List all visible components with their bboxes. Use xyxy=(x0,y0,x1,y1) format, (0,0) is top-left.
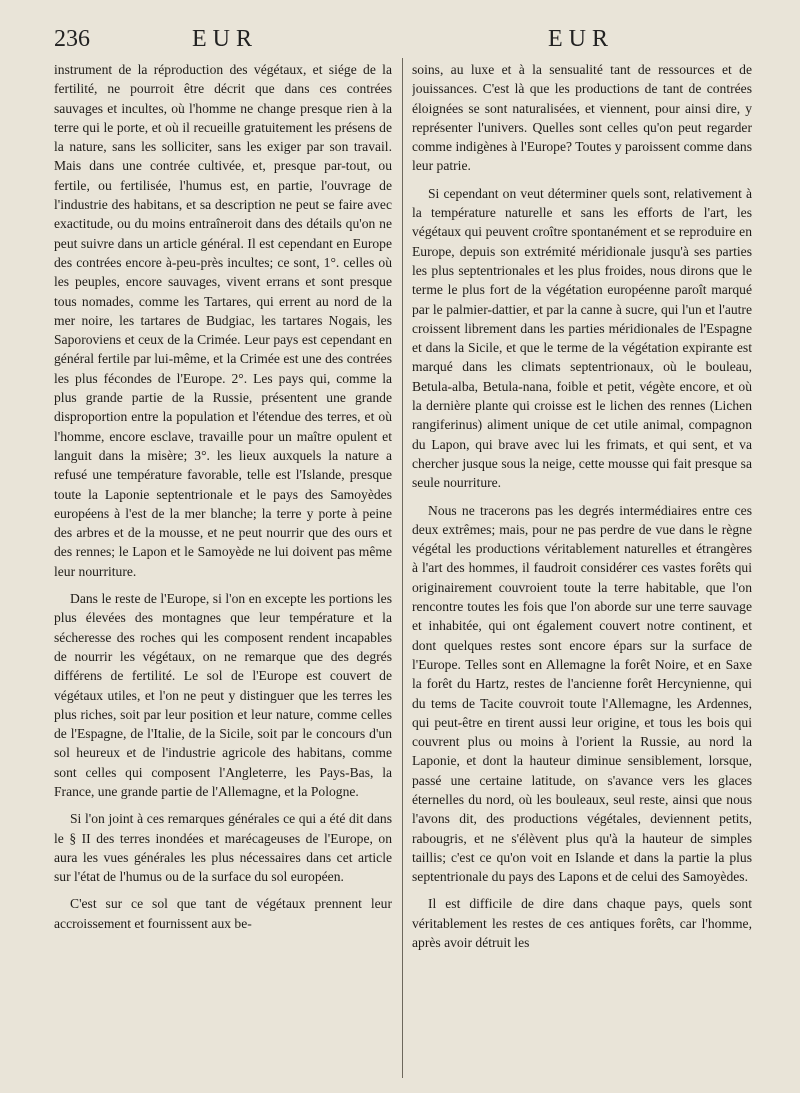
paragraph: Si cependant on veut déterminer quels sont, relativement à la température naturelle et sans les efforts de l'art, les végétaux qui peuvent croître spontanément et se reproduire en Europe, depuis son extrémité méridionale jusqu'à ses parties les plus septentrionales et les plus froides, nous dirons que le terme le plus fort de la végétation européenne paroît marqué par le palmier-dattier, et par la canne à sucre, qui l'un et l'autre croissent librement dans les parties méridionales de l'Espagne et dans la Sicile, et que le terme de la végétation expirante est marqué dans les climats septentrionaux, où le bouleau, Betula-alba, Betula-nana, foible et petit, végète encore, et où la dernière plante qui croisse est le lichen des rennes (Lichen rangiferinus) aliment unique de cet utile animal, compagnon du Lapon, qui brave avec lui les frimats, et qui sent, et va chercher jusque sous la neige, cette mousse qui fait presque sa seule nourriture. xyxy=(412,185,752,491)
running-header xyxy=(0,26,800,56)
paragraph: Dans le reste de l'Europe, si l'on en excepte les portions les plus élevées des montagnes que leur température et la sécheresse des roches qui les composent rendent incapables de nourrir les végétaux, on ne remarque que des degrés différens de fertilité. Le sol de l'Europe est couvert de végétaux utiles, et l'on ne peut y distinguer que les terres les plus riches, soit par leur position et leur nature, comme celles de l'Espagne, de l'Italie, de la Sicile, soit par le concours d'un sol heureux et de l'industrie agricole des habitans, comme sont celles qui composent l'Angleterre, les Pays-Bas, la France, une grande partie de l'Allemagne, et la Pologne. xyxy=(54,591,392,799)
paragraph: instrument de la réproduction des végétaux, et siége de la fertilité, ne pourroit être décrit que dans ces contrées sauvages et incultes, où l'homme ne change presque rien à la terre qui le porte, et où il recueille gratuitement les présens de la nature, sans les solliciter, sans les exiger par son travail. Mais dans une contrée cultivée, et, presque par-tout, ou fertile, ou fertilisée, l'humus est, en partie, l'ouvrage de l'industrie des habitans, et sa description ne peut se faire avec exactitude, ou du moins entraîneroit dans des détails qu'on ne peut suivre dans un article général. Il est cependant en Europe des contrées encore à-peu-près incultes; ce sont, 1°. celles où les peuples, encore sauvages, vivent errans et sont presque tous nomades, comme les Tartares, qui errent au nord de la mer noire, les tartares de Budgiac, les tartares Nogais, les Saporoviens et ceux de la Crimée. Leur pays est cependant en général fertile par lui-même, et la Crimée est une des contrées les plus fécondes de l'Europe. 2°. Les pays qui, comme la plus grande partie de la Russie, présentent une grande disproportion entre la population et l'étendue des terres, et où l'homme, encore esclave, travaille pour un maître opulent et languit dans la misère; 3°. les lieux auxquels la nature a refusé une température favorable, telle est l'Islande, presque toute la Laponie septentrionale et le pays des Samoyèdes européens à l'est de la mer blanche; la terre y porte à peine des arbres et de la mousse, et ne peut nourrir que des ours et des rennes; le Lapon et le Samoyède ne lui doivent pas même leur nourriture. xyxy=(54,62,392,579)
paragraph: Il est difficile de dire dans chaque pays, quels sont véritablement les restes de ces antiques forêts, car l'homme, après avoir détruit les xyxy=(412,896,752,951)
paragraph: C'est sur ce sol que tant de végétaux prennent leur accroissement et fournissent aux be- xyxy=(54,896,392,931)
header-left-word: EUR xyxy=(192,26,258,52)
header-right-word: EUR xyxy=(548,26,614,52)
paragraph: soins, au luxe et à la sensualité tant de ressources et de jouissances. C'est là que les productions de tant de contrées éloignées se sont naturalisées, et viennent, pour ainsi dire, y représenter l'univers. Quelles sont celles qu'on peut regarder comme indigènes à l'Europe? Toutes y paroissent comme dans leur patrie. xyxy=(412,62,752,174)
left-column xyxy=(54,60,392,1080)
page-number: 236 xyxy=(54,26,90,52)
column-divider xyxy=(402,58,403,1078)
paragraph: Si l'on joint à ces remarques générales ce qui a été dit dans le § II des terres inondées et marécageuses de l'Europe, on aura les vues générales les plus nécessaires dans cet article sur l'état de l'humus ou de la surface du sol européen. xyxy=(54,811,392,885)
paragraph: Nous ne tracerons pas les degrés intermédiaires entre ces deux extrêmes; mais, pour ne pas perdre de vue dans le règne végétal les productions véritablement naturelles et étrangères à l'art des hommes, il faudroit considérer ces vastes forêts qui originairement couvroient toute la terre habitable, que l'on rencontre toutes les fois que l'on aborde sur une terre sauvage et inhabitée, qui ont également couvert notre continent, et dont quelques restes sont encore épars sur la surface de l'Europe. Telles sont en Allemagne la forêt Noire, et en Saxe la forêt du Hartz, restes de l'ancienne forêt Hercynienne, qui du tems de Tacite couvroit toute l'Allemagne, les Ardennes, qui peut-être en tirent aussi leur origine, et tous les bois qui couvrent plus ou moins à l'orient la Russie, au nord la Laponie, et dont la hauteur diminue sensiblement, lorsque, passé une certaine latitude, on s'avance vers les glaces éternelles du nord, où les bouleaux, seul reste, ainsi que nous l'avons dit, des productions végétales, deviennent petits, rabougris, et ne s'élèvent plus qu'à la hauteur de simples taillis; c'est ce qu'on voit en Islande et dans la partie la plus septentrionale du pays des Lapons et de celui des Samoyèdes. xyxy=(412,502,752,885)
right-column xyxy=(412,60,752,1080)
